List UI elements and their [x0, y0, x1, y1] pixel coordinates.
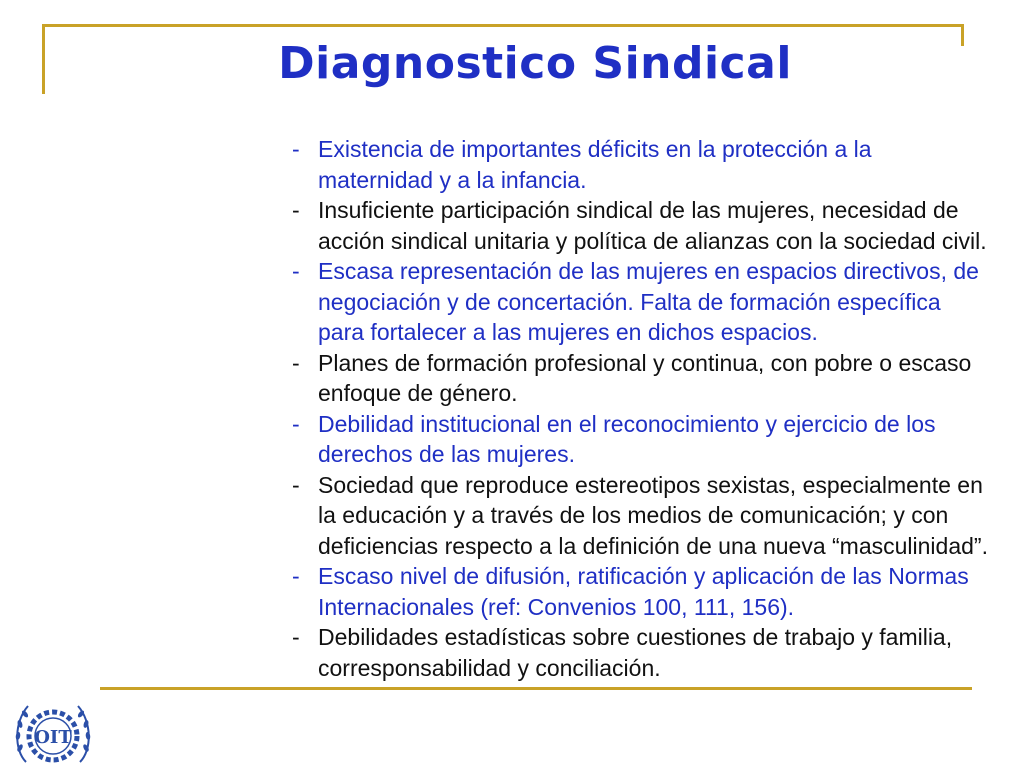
bullet-item [288, 470, 988, 562]
bullet-dash: - [292, 624, 300, 650]
bullet-text: Escasa representación de las mujeres en espacios directivos, de negociación y de concertación. Falta de formación específica para fortalecer a las mujeres en dichos espacios. [318, 258, 979, 345]
bullet-dash: - [292, 471, 300, 498]
frame-bottom-line [100, 687, 972, 690]
oit-logo-icon [8, 692, 98, 768]
bullet-text: Escaso nivel de difusión, ratificación y aplicación de las Normas Internacionales (ref: Convenios 100, 111, 156). [318, 563, 969, 620]
bullet-dash: - [292, 410, 300, 437]
bullet-dash: - [292, 197, 300, 223]
bullet-item [288, 195, 988, 256]
bullet-item [288, 256, 988, 348]
bullet-item [288, 622, 988, 683]
slide-title: Diagnostico Sindical [278, 38, 792, 89]
frame-top-line [42, 24, 964, 27]
bullet-text: Insuficiente participación sindical de las mujeres, necesidad de acción sindical unitaria y política de alianzas con la sociedad civil. [318, 197, 987, 254]
bullet-item [288, 561, 988, 622]
bullet-item [288, 134, 988, 195]
bullet-dash: - [292, 349, 300, 376]
bullet-list [288, 134, 988, 683]
bullet-dash: - [292, 136, 300, 162]
bullet-text: Debilidades estadísticas sobre cuestiones de trabajo y familia, corresponsabilidad y conciliación. [318, 624, 953, 681]
bullet-text: Existencia de importantes déficits en la protección a la maternidad y a la infancia. [318, 136, 872, 193]
bullet-item [288, 409, 988, 470]
bullet-text: Debilidad institucional en el reconocimiento y ejercicio de los derechos de las mujeres. [318, 410, 936, 467]
bullet-dash: - [292, 563, 300, 589]
bullet-text: Planes de formación profesional y continua, con pobre o escaso enfoque de género. [318, 349, 972, 406]
bullet-text: Sociedad que reproduce estereotipos sexistas, especialmente en la educación y a través de los medios de comunicación; y con deficiencias respecto a la definición de una nueva “masculinidad”. [318, 471, 988, 559]
bullet-dash: - [292, 258, 300, 284]
logo-lettering: OIT [34, 727, 72, 748]
bullet-item [288, 348, 988, 409]
